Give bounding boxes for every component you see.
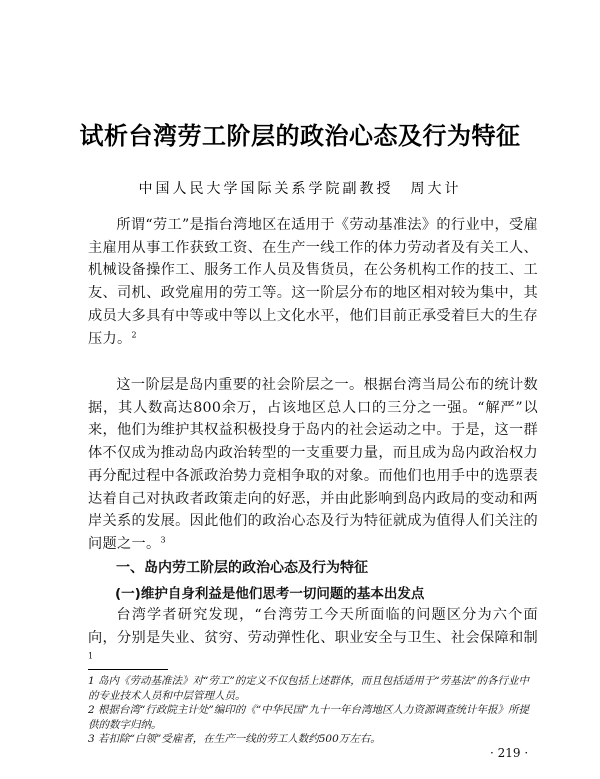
footnote-rule [88,669,168,670]
paragraph-1-block [88,214,538,350]
footnote-3: 3 若扣除“白领”受雇者，在生产一线的劳工人数约500万左右。 [88,733,381,745]
page-number: · 219 · [490,746,529,760]
paragraph-2-text: 这一阶层是岛内重要的社会阶层之一。根据台湾当局公布的统计数据，其人数高达800余万，占该地区总人口的三分之一强。“解严”以来，他们为维护其权益积极投身于岛内的社会运动之中。于是，这一群体不仅成为推动岛内政治转型的一支重要力量，而且成为岛内政治权力再分配过程中各派政治势力竞相争取的对象。而他们也用手中的选票表达着自己对执政者政策走向的好恶，并由此影响到岛内政局的变动和两岸关系的发展。因此他们的政治心态及行为特征就成为值得人们关注的问题之一。 [88,377,538,552]
subsection-heading: (一)维护自身利益是他们思考一切问题的基本出发点 [115,586,425,602]
footnote-2: 2 根据台湾“行政院主计处”编印的《“中华民国”九十一年台湾地区人力资源调查统计年报》所提供的数字归纳。 [88,704,529,731]
footnote-1: 1 岛内《劳动基准法》对“劳工”的定义不仅包括上述群体，而且包括适用于“劳基法”的各行业中的专业技术人员和中层管理人员。 [88,675,529,702]
paragraph-1 [88,214,538,350]
footnote-marker-3: 3 [160,535,166,545]
paragraph-3-text: 台湾学者研究发现，“台湾劳工今天所面临的问题区分为六个面向，分别是失业、贫穷、劳动弹性化、职业安全与卫生、社会保障和制 [88,607,538,646]
paragraph-2 [88,374,538,556]
footnote-marker-2: 2 [131,329,137,339]
paragraph-3-block [88,604,538,672]
footnote-marker-1: 1 [88,651,94,661]
paragraph-3 [88,604,538,672]
article-title: 试析台湾劳工阶层的政治心态及行为特征 [79,122,521,150]
section-heading: 一、岛内劳工阶层的政治心态及行为特征 [116,560,368,576]
paragraph-2-block [88,374,538,556]
author-line: 中国人民大学国际关系学院副教授 周大计 [138,181,462,197]
paragraph-1-text: 所谓“劳工”是指台湾地区在适用于《劳动基准法》的行业中，受雇主雇用从事工作获致工资、在生产一线工作的体力劳动者及有关工人、机械设备操作工、服务工作人员及售货员，在公务机构工作的技工、工友、司机、政党雇用的劳工等。这一阶层分布的地区相对较为集中，其成员大多具有中等或中等以上文化水平，他们目前正承受着巨大的生存压力。 [88,217,538,347]
